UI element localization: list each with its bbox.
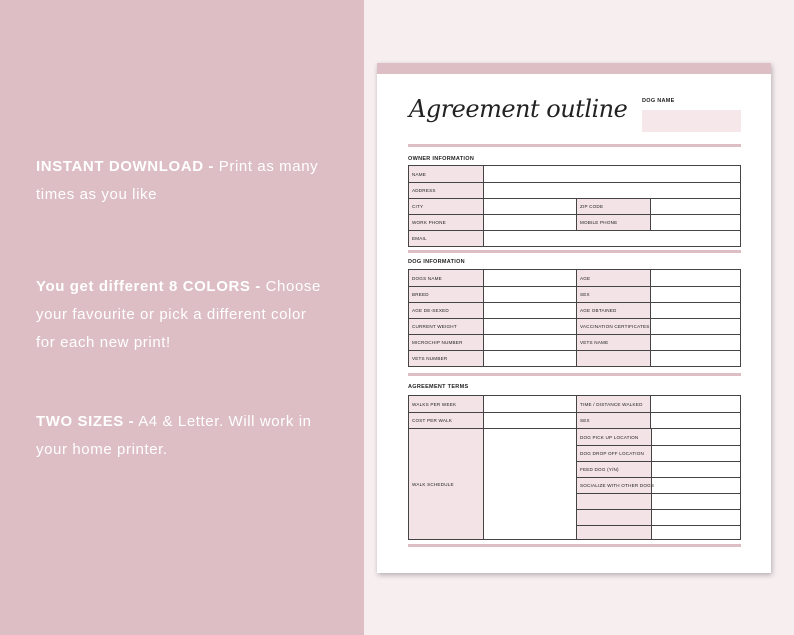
walk-schedule-label: WALK SCHEDULE — [409, 429, 483, 539]
current-weight-field[interactable] — [483, 319, 576, 334]
extra-label — [577, 526, 651, 539]
sex-label: SEX — [576, 287, 650, 302]
socialize-field[interactable] — [651, 478, 742, 493]
table-row — [577, 429, 741, 445]
table-row — [409, 198, 740, 214]
table-row — [409, 230, 740, 246]
address-field[interactable] — [483, 183, 741, 198]
feed-dog-field[interactable] — [651, 462, 742, 477]
age-obtained-field[interactable] — [650, 303, 741, 318]
terms-sex-label: SEX — [576, 413, 650, 428]
mobile-phone-label: MOBILE PHONE — [576, 215, 650, 230]
dog-section-title: DOG INFORMATION — [408, 259, 465, 265]
cost-per-walk-label: COST PER WALK — [409, 413, 483, 428]
table-row — [409, 166, 740, 182]
time-distance-field[interactable] — [650, 396, 741, 412]
table-row — [409, 214, 740, 230]
extra-label — [577, 494, 651, 509]
table-row — [577, 461, 741, 477]
breed-label: BREED — [409, 287, 483, 302]
terms-sex-field[interactable] — [650, 413, 741, 428]
table-row — [409, 350, 740, 366]
city-field[interactable] — [483, 199, 576, 214]
promo-panel — [0, 0, 364, 635]
vets-number-label: VETS NUMBER — [409, 351, 483, 366]
form-page — [377, 63, 771, 573]
mobile-phone-field[interactable] — [650, 215, 741, 230]
age-desexed-label: AGE DE-SEXED — [409, 303, 483, 318]
current-weight-label: CURRENT WEIGHT — [409, 319, 483, 334]
dog-name-field[interactable] — [642, 110, 741, 132]
dog-table — [408, 269, 741, 367]
age-label: AGE — [576, 270, 650, 286]
table-row — [409, 318, 740, 334]
table-row — [577, 525, 741, 539]
dog-name-label: DOG NAME — [642, 98, 675, 104]
divider — [408, 544, 741, 547]
paper-top-band — [377, 63, 771, 74]
table-row — [409, 412, 740, 428]
microchip-label: MICROCHIP NUMBER — [409, 335, 483, 350]
breed-field[interactable] — [483, 287, 576, 302]
vaccination-label: VACCINATION CERTIFICATES — [576, 319, 650, 334]
feed-dog-label: FEED DOG (Y/N) — [577, 462, 651, 477]
sex-field[interactable] — [650, 287, 741, 302]
extra-field[interactable] — [651, 526, 742, 539]
cost-per-walk-field[interactable] — [483, 413, 576, 428]
vets-number-field[interactable] — [483, 351, 576, 366]
age-obtained-label: AGE OBTAINED — [576, 303, 650, 318]
promo-instant-download: INSTANT DOWNLOAD - Print as many times as you like — [36, 158, 319, 203]
vets-name-field[interactable] — [650, 335, 741, 350]
table-row — [409, 334, 740, 350]
table-row — [577, 509, 741, 525]
work-phone-field[interactable] — [483, 215, 576, 230]
socialize-label: SOCIALIZE WITH OTHER DOGS — [577, 478, 651, 493]
table-row — [409, 182, 740, 198]
empty-field[interactable] — [650, 351, 741, 366]
dogs-name-label: DOGS NAME — [409, 270, 483, 286]
microchip-field[interactable] — [483, 335, 576, 350]
empty-label — [576, 351, 650, 366]
terms-table — [408, 395, 741, 540]
table-row — [577, 445, 741, 461]
promo-sizes: TWO SIZES - A4 & Letter. Will work in your home printer. — [36, 413, 312, 458]
walk-schedule-field[interactable] — [483, 429, 576, 539]
zip-label: ZIP CODE — [576, 199, 650, 214]
address-label: ADDRESS — [409, 183, 483, 198]
age-field[interactable] — [650, 270, 741, 286]
vaccination-field[interactable] — [650, 319, 741, 334]
owner-table — [408, 165, 741, 247]
table-row — [577, 493, 741, 509]
table-row — [409, 270, 740, 286]
time-distance-label: TIME / DISTANCE WALKED — [576, 396, 650, 412]
walks-per-week-label: WALKS PER WEEK — [409, 396, 483, 412]
divider — [408, 144, 741, 147]
pickup-label: DOG PICK UP LOCATION — [577, 429, 651, 445]
divider — [408, 250, 741, 253]
age-desexed-field[interactable] — [483, 303, 576, 318]
extra-field[interactable] — [651, 494, 742, 509]
email-label: EMAIL — [409, 231, 483, 246]
table-row — [409, 286, 740, 302]
vets-name-label: VETS NAME — [576, 335, 650, 350]
terms-right-grid — [576, 429, 741, 539]
table-row — [409, 302, 740, 318]
table-row — [409, 396, 740, 412]
promo-colors: You get different 8 COLORS - Choose your favourite or pick a different color for each new print! — [36, 278, 321, 351]
zip-field[interactable] — [650, 199, 741, 214]
dogs-name-field[interactable] — [483, 270, 576, 286]
name-label: NAME — [409, 166, 483, 182]
pickup-field[interactable] — [651, 429, 742, 445]
extra-field[interactable] — [651, 510, 742, 525]
terms-section-title: AGREEMENT TERMS — [408, 384, 469, 390]
divider — [408, 373, 741, 376]
work-phone-label: WORK PHONE — [409, 215, 483, 230]
dropoff-label: DOG DROP OFF LOCATION — [577, 446, 651, 461]
table-row — [577, 477, 741, 493]
extra-label — [577, 510, 651, 525]
dropoff-field[interactable] — [651, 446, 742, 461]
city-label: CITY — [409, 199, 483, 214]
name-field[interactable] — [483, 166, 741, 182]
walks-per-week-field[interactable] — [483, 396, 576, 412]
email-field[interactable] — [483, 231, 741, 246]
table-row — [409, 428, 740, 539]
owner-section-title: OWNER INFORMATION — [408, 156, 475, 162]
form-title: Agreement outline — [409, 95, 628, 123]
